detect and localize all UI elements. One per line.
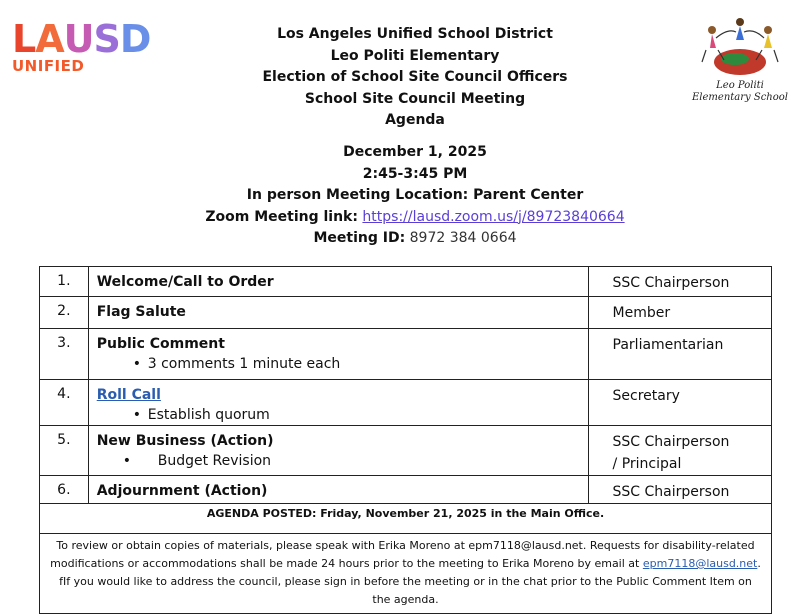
meeting-location: In person Meeting Location: Parent Center [246,187,584,203]
item-responsible: Parliamentarian [612,337,724,353]
child-body [764,34,772,48]
meeting-time: 2:45-3:45 PM [362,165,468,182]
item-number: 4. [40,380,89,426]
logo-letter: U [63,17,94,61]
school-logo-text-2: Elementary School [692,92,788,103]
contact-notice [40,534,772,614]
item-number: 6. [40,476,89,504]
item-subpoint-text: Establish quorum [147,407,270,423]
meeting-details [140,142,690,250]
meeting-title: School Site Council Meeting [304,90,526,107]
item-number: 3. [40,329,89,380]
document-header [180,24,650,132]
item-responsible: SSC Chairperson [612,275,730,291]
school-logo [690,10,790,106]
posted-row [40,504,772,534]
contact-email-link[interactable]: epm7118@lausd.net [642,557,758,570]
logo-letter: L [12,17,36,61]
item-title: Welcome/Call to Order [96,274,274,290]
election-title: Election of School Site Council Officers [262,69,568,85]
school-logo-text-1: Leo Politi [716,80,764,91]
contact-row [40,534,772,614]
roll-call-link[interactable]: Roll Call [96,387,161,403]
district-name: Los Angeles Unified School District [277,26,553,42]
item-subpoint [97,405,580,425]
item-subpoint-text: Budget Revision [157,453,272,469]
item-number: 2. [40,297,89,329]
table-row [40,380,772,426]
zoom-link[interactable]: https://lausd.zoom.us/j/89723840664 [362,208,625,225]
logo-letter: S [93,17,120,61]
meeting-id-value: 8972 384 0664 [409,230,517,246]
item-responsible: Secretary [612,388,680,404]
child-body [710,34,716,48]
item-responsible: Member [612,305,671,321]
item-title: Public Comment [96,336,225,352]
meeting-id-label: Meeting ID: [313,230,406,246]
table-row [40,329,772,380]
table-row [40,297,772,329]
table-row [40,267,772,297]
school-logo-illustration [690,10,790,106]
item-title: New Business (Action) [96,433,274,449]
item-subpoint [97,451,580,471]
logo-subtitle: UNIFIED [12,57,85,75]
item-responsible: SSC Chairperson [612,484,730,500]
contact-text-2: . fIf you would like to address the council, please sign in before the meeting or in the chat prior to the Public Comment Item on the agenda. [59,557,761,606]
item-title: Adjournment (Action) [96,483,268,499]
child-head [764,26,772,34]
child-head [736,18,744,26]
lausd-logo [12,17,172,75]
table-row [40,476,772,504]
item-responsible-2: / Principal [612,456,682,472]
school-name: Leo Politi Elementary [330,47,500,64]
land-shape [721,53,749,65]
child-head [708,26,716,34]
child-body [736,26,744,40]
contact-text-1: To review or obtain copies of materials, please speak with Erika Moreno at epm7118@lausd.net. Requests for disability-related modifications or accommodations shall be made 24 hours prior to the meeting to Erika Moreno by email at [50,539,755,570]
item-title: Flag Salute [96,304,186,320]
item-number: 5. [40,426,89,476]
item-subpoint-text: 3 comments 1 minute each [147,356,341,372]
logo-letter: A [35,17,64,61]
item-responsible: SSC Chairperson [612,434,730,450]
logo-letter: D [119,17,151,61]
item-subpoint [97,354,580,374]
zoom-label: Zoom Meeting link: [205,208,358,225]
agenda-posted-notice: AGENDA POSTED: Friday, November 21, 2025 in the Main Office. [40,504,772,534]
item-number: 1. [40,267,89,297]
agenda-title: Agenda [385,112,445,128]
meeting-date: December 1, 2025 [343,144,487,160]
agenda-table [39,266,772,614]
table-row [40,426,772,476]
